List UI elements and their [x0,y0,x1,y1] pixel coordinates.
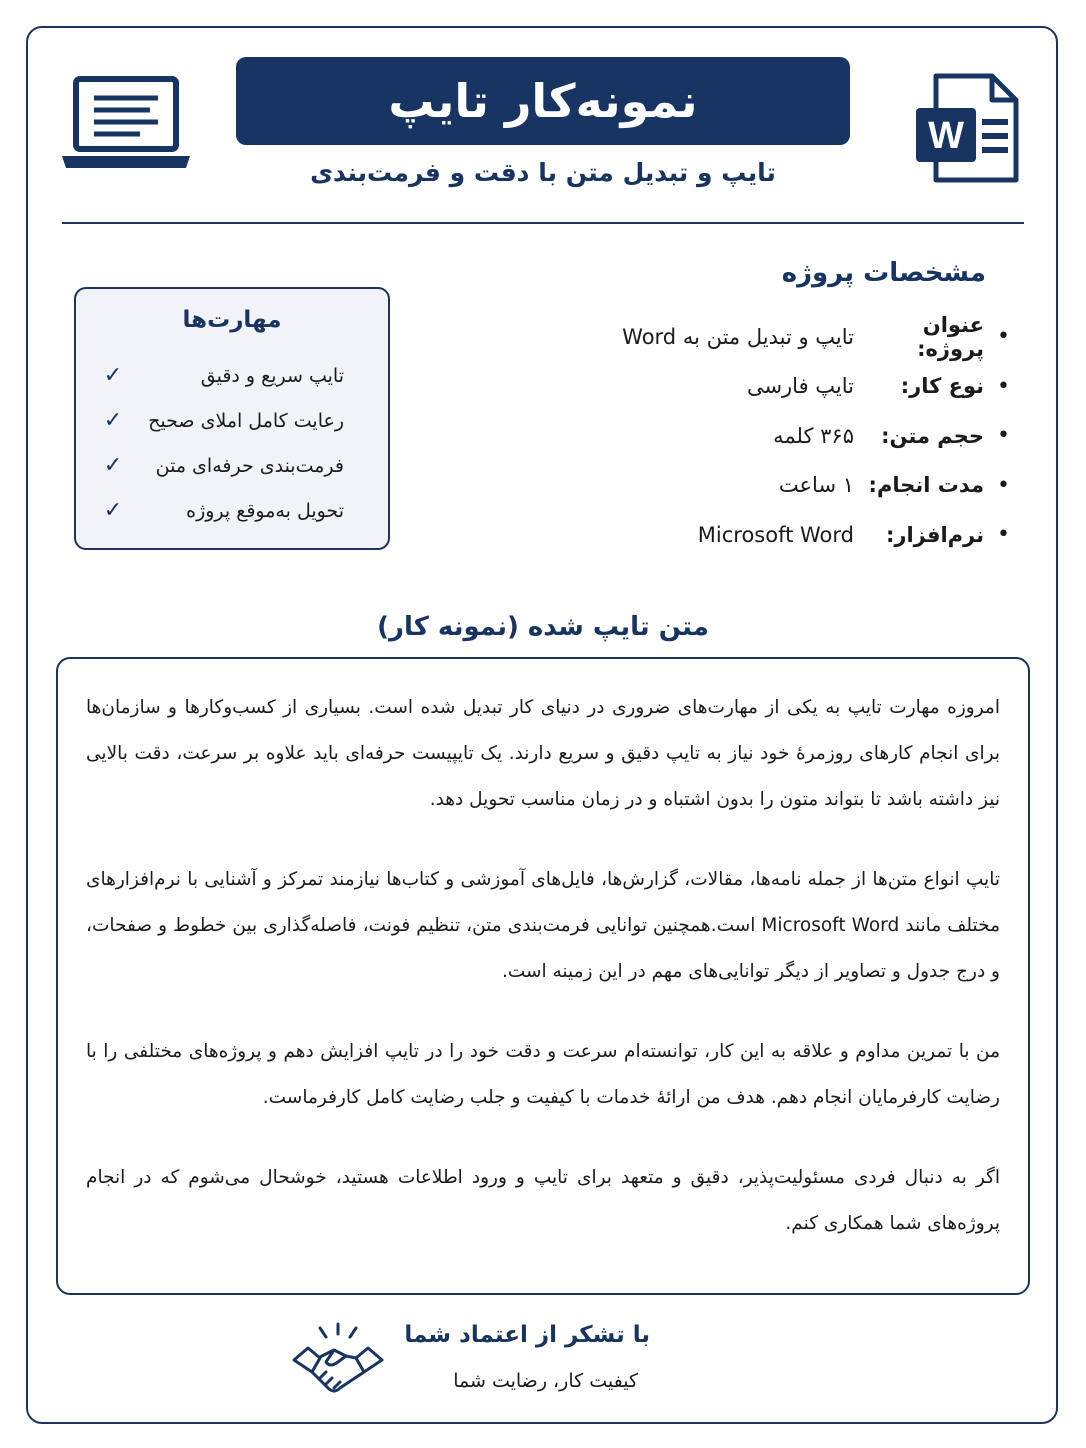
skills-list [98,353,344,533]
spec-row-duration [560,461,1010,511]
skill-text: رعایت کامل املای صحیح [148,409,344,432]
skill-text: تحویل به‌موقع پروژه [186,499,344,522]
specs-list [560,312,1010,560]
spec-label: حجم متن: [881,423,984,448]
spec-label: نرم‌افزار: [885,522,984,547]
spec-row-type [560,362,1010,412]
page-subtitle: تایپ و تبدیل متن با دقت و فرمت‌بندی [310,158,776,187]
spec-label: نوع کار: [900,374,984,399]
sample-paragraph: امروزه مهارت تایپ به یکی از مهارت‌های ضروری در دنیای کار تبدیل شده است. بسیاری از کسب‌وکارها و سازمان‌ها برای انجام کارهای روزمرهٔ خود نیاز به تایپ دقیق و سریع دارند. یک تایپیست حرفه‌ای باید علاوه بر سرعت، دقت بالایی نیز داشته باشد تا بتواند متون را بدون اشتباه و در زمان مناسب تحویل دهد. [86,697,1000,810]
skill-item [98,353,344,398]
skill-item [98,398,344,443]
spec-value: تایپ فارسی [746,374,854,399]
spec-value: Microsoft Word [697,522,854,547]
sample-text-box [56,657,1030,1295]
spec-row-title [560,312,1010,362]
spec-value: ۳۶۵ کلمه [773,423,854,448]
spec-value: ۱ ساعت [778,473,854,498]
check-icon: ✓ [103,363,123,388]
specs-title: مشخصات پروژه [781,258,986,288]
svg-text:W: W [928,115,964,157]
spec-row-software [560,510,1010,560]
skill-text: فرمت‌بندی حرفه‌ای متن [155,454,344,477]
skill-item [98,488,344,533]
skill-item [98,443,344,488]
spec-label: مدت انجام: [868,473,984,498]
bullet: • [997,522,1010,548]
spec-row-volume [560,411,1010,461]
word-document-icon [914,72,1020,190]
page-title: نمونه‌کار تایپ [236,57,850,145]
thanks-tagline: کیفیت کار، رضایت شما [453,1370,638,1392]
check-icon: ✓ [103,408,123,433]
sample-paragraph: من با تمرین مداوم و علاقه به این کار، توانسته‌ام سرعت و دقت خود را در تایپ افزایش دهم و پروژه‌های مختلفی را با رضایت کارفرمایان انجام دهم. هدف من ارائهٔ خدمات با کیفیت و جلب رضایت کامل کارفرماست. [86,1041,1000,1108]
bullet: • [997,324,1010,350]
laptop-icon [60,74,192,178]
thanks-title: با تشکر از اعتماد شما [404,1322,650,1348]
skills-title: مهارت‌ها [182,307,282,333]
check-icon: ✓ [103,498,123,523]
bullet: • [997,373,1010,399]
header-divider [62,222,1024,224]
sample-paragraph: اگر به دنبال فردی مسئولیت‌پذیر، دقیق و متعهد برای تایپ و ورود اطلاعات هستید، خوشحال می‌شوم که در انجام پروژه‌های شما همکاری کنم. [86,1167,1000,1234]
sample-paragraph: تایپ انواع متن‌ها از جمله نامه‌ها، مقالات، گزارش‌ها، فایل‌های آموزشی و کتاب‌ها نیازمند تمرکز و آشنایی با نرم‌افزارهای مختلف مانند Microsoft Word است.همچنین توانایی فرمت‌بندی متن، تنظیم فونت، فاصله‌گذاری بین خطوط و صفحات، و درج جدول و تصاویر از دیگر توانایی‌های مهم در این زمینه است. [86,869,1000,982]
skills-panel [74,287,390,550]
bullet: • [997,472,1010,498]
check-icon: ✓ [103,453,123,478]
spec-value: تایپ و تبدیل متن به Word [622,324,854,349]
bullet: • [997,423,1010,449]
skill-text: تایپ سریع و دقیق [200,364,344,387]
handshake-icon [290,1322,386,1406]
spec-label: عنوان پروژه: [917,312,984,361]
sample-title: متن تایپ شده (نمونه کار) [377,612,709,642]
